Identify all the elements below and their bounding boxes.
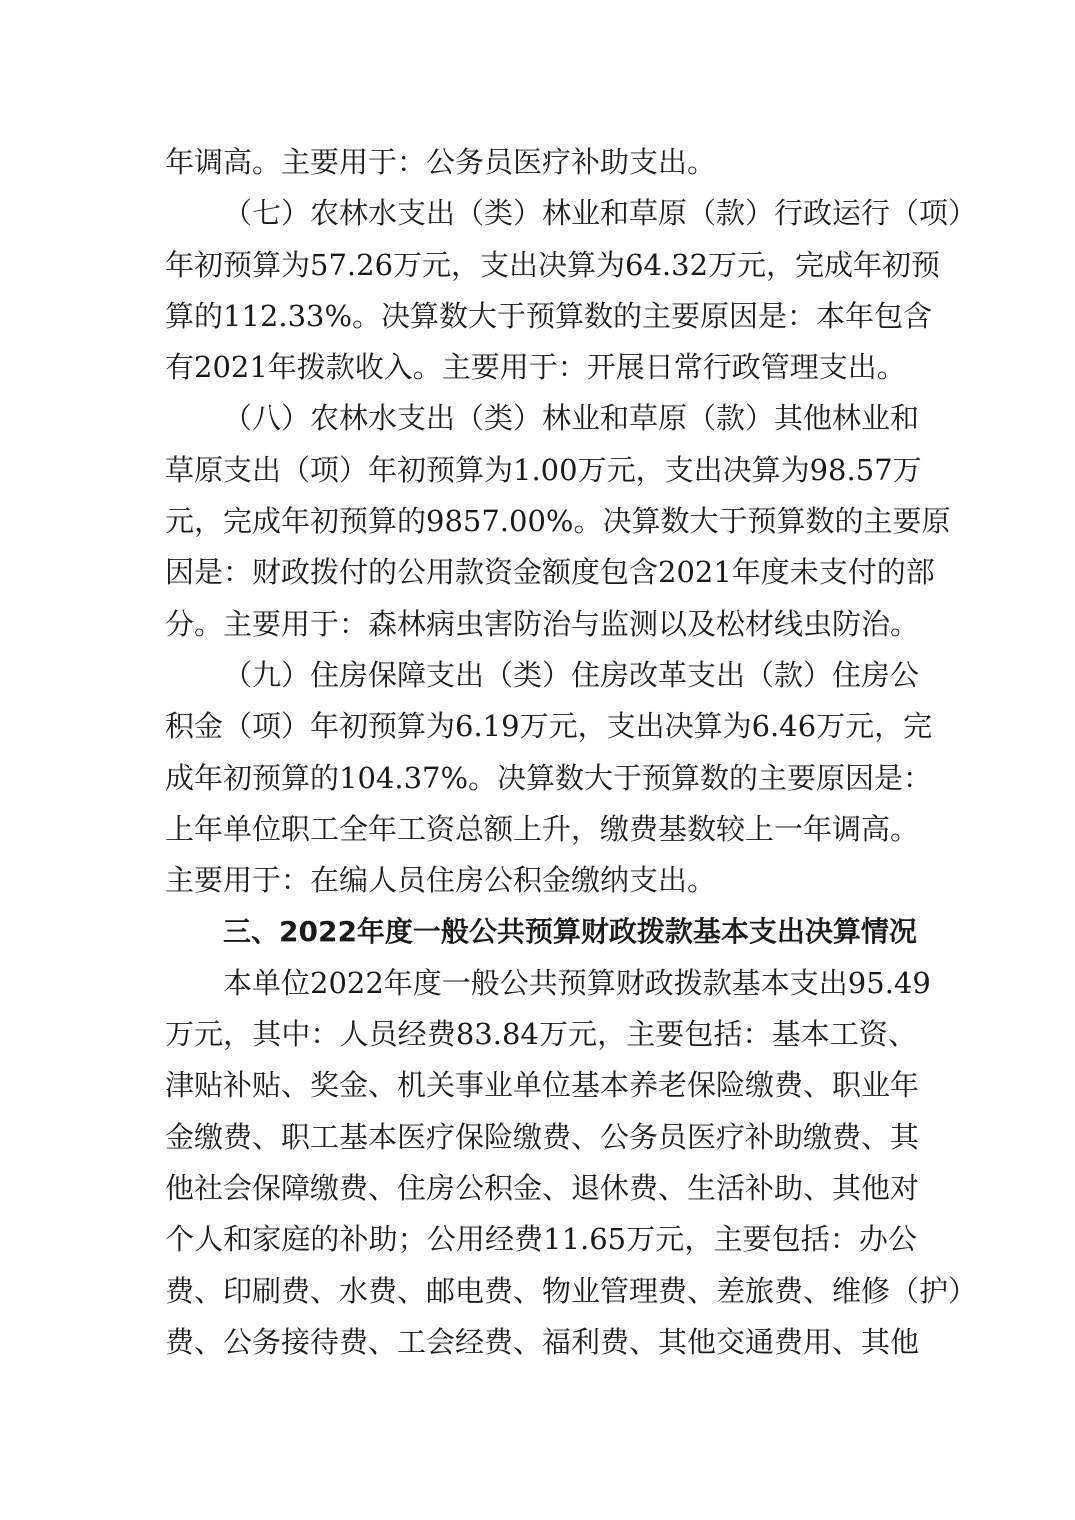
paragraph-line: 元，完成年初预算的9857.00%。决算数大于预算数的主要原 (165, 504, 951, 539)
paragraph-line: 成年初预算的104.37%。决算数大于预算数的主要原因是： (165, 760, 933, 795)
paragraph-line: 个人和家庭的补助；公用经费11.65万元，主要包括：办公 (165, 1222, 917, 1257)
paragraph-line: 积金（项）年初预算为6.19万元，支出决算为6.46万元，完 (165, 709, 933, 744)
paragraph-line: 万元，其中：人员经费83.84万元，主要包括：基本工资、 (165, 1017, 917, 1052)
paragraph-line: 费、印刷费、水费、邮电费、物业管理费、差旅费、维修（护） (165, 1273, 978, 1308)
paragraph-line: （八）农林水支出（类）林业和草原（款）其他林业和 (223, 401, 920, 436)
paragraph-line: （九）住房保障支出（类）住房改革支出（款）住房公 (223, 657, 920, 692)
section-heading: 三、2022年度一般公共预算财政拨款基本支出决算情况 (223, 915, 917, 949)
paragraph-line: 金缴费、职工基本医疗保险缴费、公务员医疗补助缴费、其 (165, 1119, 920, 1154)
paragraph-line: 他社会保障缴费、住房公积金、退休费、生活补助、其他对 (165, 1170, 920, 1205)
paragraph-line: 本单位2022年度一般公共预算财政拨款基本支出95.49 (223, 965, 931, 1000)
paragraph-line: （七）农林水支出（类）林业和草原（款）行政运行（项） (223, 196, 978, 231)
paragraph-line: 算的112.33%。决算数大于预算数的主要原因是：本年包含 (165, 298, 933, 333)
paragraph-line: 年初预算为57.26万元，支出决算为64.32万元，完成年初预 (165, 247, 941, 282)
paragraph-line: 津贴补贴、奖金、机关事业单位基本养老保险缴费、职业年 (165, 1068, 920, 1103)
paragraph-line: 草原支出（项）年初预算为1.00万元，支出决算为98.57万 (165, 452, 922, 487)
document-body (165, 137, 978, 1368)
paragraph-line: 分。主要用于：森林病虫害防治与监测以及松材线虫防治。 (165, 606, 920, 641)
paragraph-line: 有2021年拨款收入。主要用于：开展日常行政管理支出。 (165, 350, 906, 385)
paragraph-line: 费、公务接待费、工会经费、福利费、其他交通费用、其他 (165, 1324, 920, 1359)
paragraph-line: 年调高。主要用于：公务员医疗补助支出。 (165, 145, 717, 179)
paragraph-line: 主要用于：在编人员住房公积金缴纳支出。 (165, 863, 717, 898)
paragraph-line: 上年单位职工全年工资总额上升，缴费基数较上一年调高。 (165, 811, 920, 846)
paragraph-line: 因是：财政拨付的公用款资金额度包含2021年度未支付的部 (165, 555, 935, 590)
